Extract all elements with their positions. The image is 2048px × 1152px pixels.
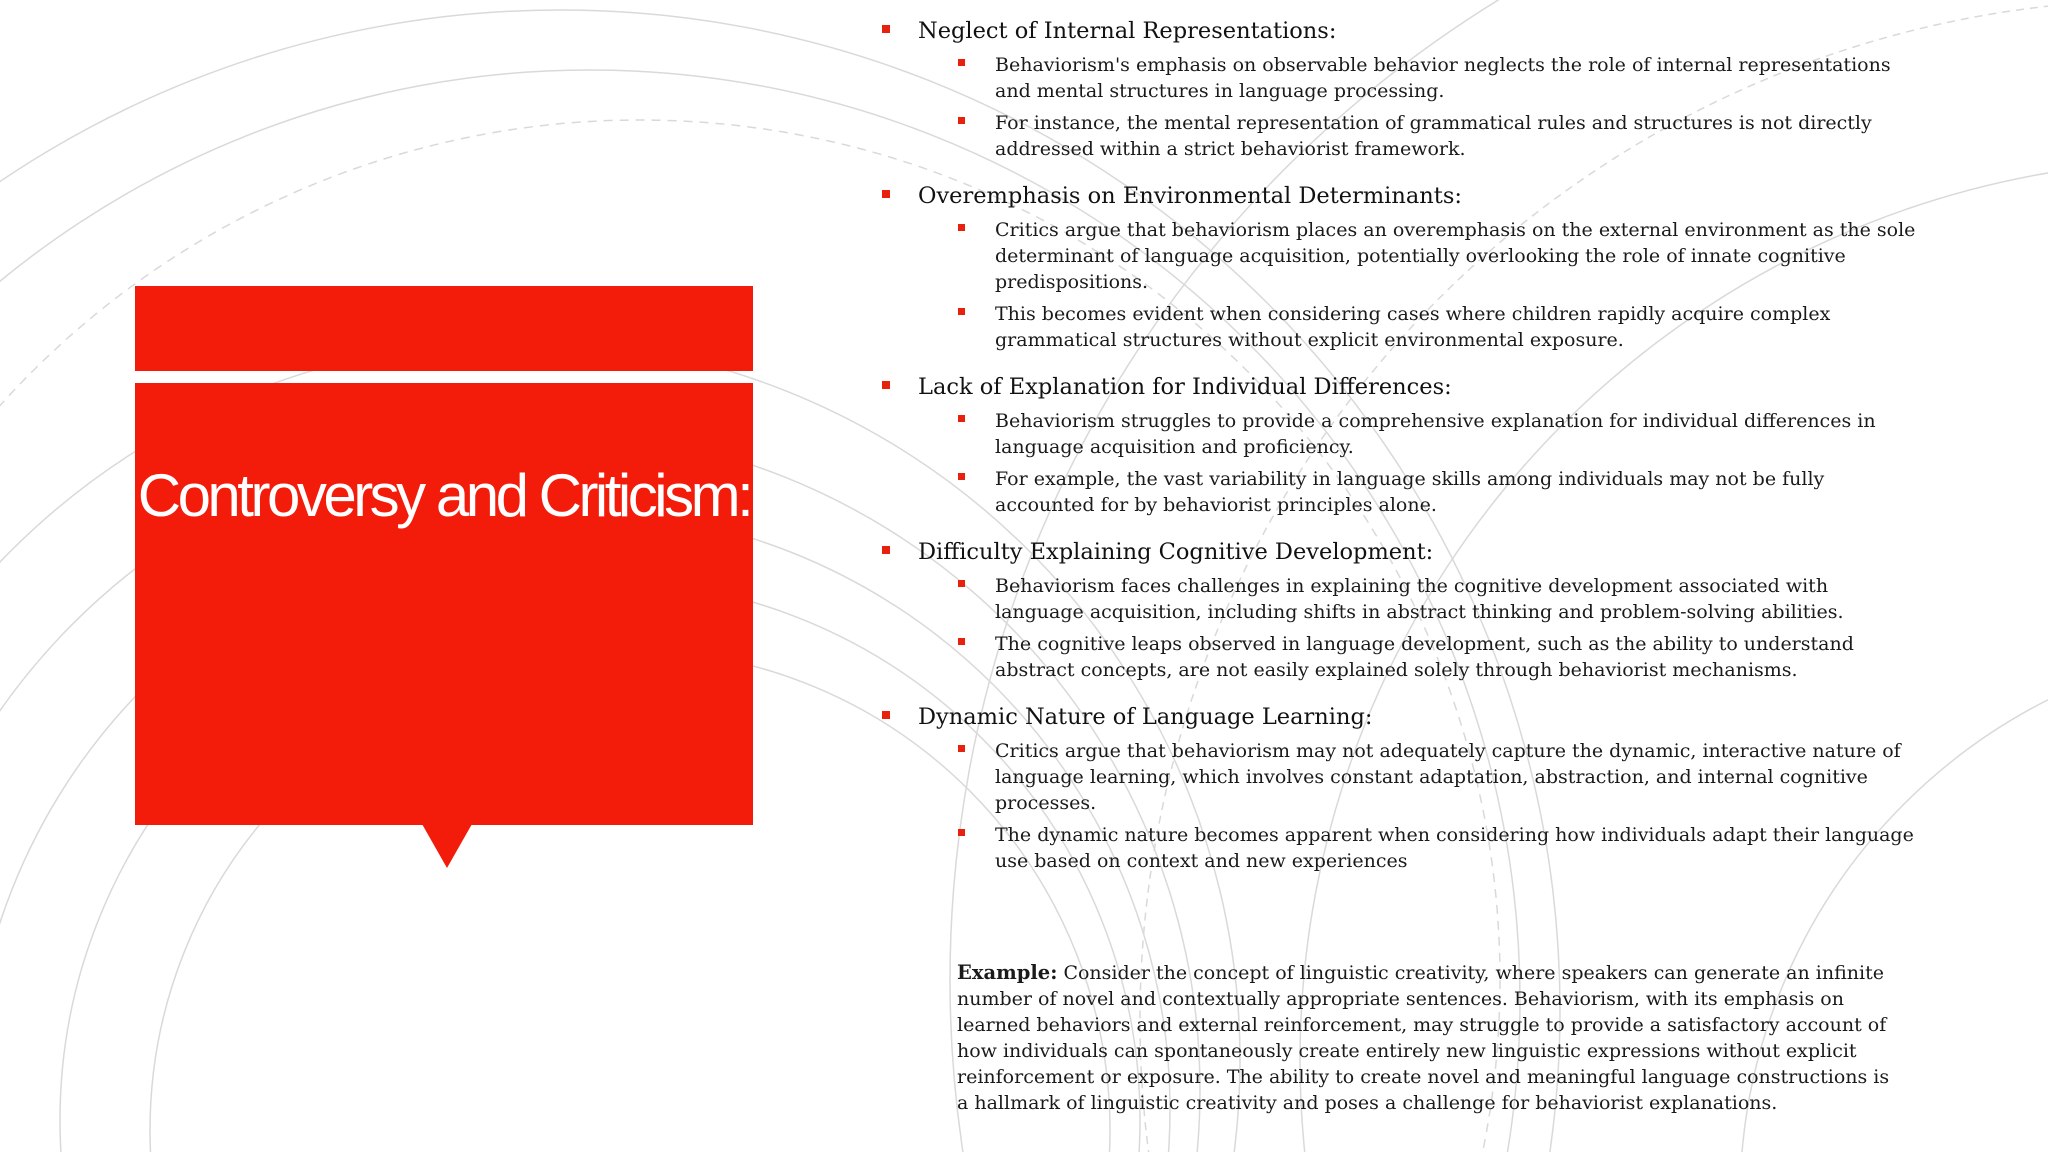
sub-point xyxy=(995,466,1918,518)
example-paragraph xyxy=(957,960,1902,1116)
square-bullet-icon xyxy=(958,580,965,587)
sub-point xyxy=(995,217,1918,295)
sub-point xyxy=(995,110,1918,162)
square-bullet-icon xyxy=(882,381,890,389)
section xyxy=(878,702,1918,874)
section-heading xyxy=(878,181,1918,211)
sub-point-text: The dynamic nature becomes apparent when considering how individuals adapt their language use based on context and new experiences xyxy=(995,824,1914,872)
sub-point-text: Critics argue that behaviorism may not adequately capture the dynamic, interactive nature of language learning, which involves constant adaptation, abstraction, and internal cognitive processes. xyxy=(995,740,1901,814)
sub-point-text: For instance, the mental representation of grammatical rules and structures is not directly addressed within a strict behaviorist framework. xyxy=(995,112,1872,160)
sub-point-text: For example, the vast variability in language skills among individuals may not be fully accounted for by behaviorist principles alone. xyxy=(995,468,1825,516)
sub-point-text: This becomes evident when considering cases where children rapidly acquire complex grammatical structures without explicit environmental exposure. xyxy=(995,303,1831,351)
square-bullet-icon xyxy=(958,59,965,66)
sub-point-text: Critics argue that behaviorism places an overemphasis on the external environment as the sole determinant of language acquisition, potentially overlooking the role of innate cognitive predispositions. xyxy=(995,219,1916,293)
title-box xyxy=(135,383,753,825)
square-bullet-icon xyxy=(958,224,965,231)
section-heading xyxy=(878,372,1918,402)
sub-point xyxy=(995,738,1918,816)
section xyxy=(878,16,1918,162)
square-bullet-icon xyxy=(958,745,965,752)
sub-point xyxy=(995,52,1918,104)
section-heading-text: Overemphasis on Environmental Determinants: xyxy=(918,183,1462,209)
square-bullet-icon xyxy=(958,415,965,422)
sub-point-text: Behaviorism's emphasis on observable behavior neglects the role of internal representations and mental structures in language processing. xyxy=(995,54,1891,102)
square-bullet-icon xyxy=(958,829,965,836)
sub-point xyxy=(995,408,1918,460)
section-heading xyxy=(878,702,1918,732)
square-bullet-icon xyxy=(958,473,965,480)
section-heading-text: Dynamic Nature of Language Learning: xyxy=(918,704,1373,730)
section-heading xyxy=(878,16,1918,46)
square-bullet-icon xyxy=(882,25,890,33)
sub-point xyxy=(995,822,1918,874)
section xyxy=(878,181,1918,353)
section-heading xyxy=(878,537,1918,567)
sub-point-text: The cognitive leaps observed in language development, such as the ability to understand abstract concepts, are not easily explained solely through behaviorist mechanisms. xyxy=(995,633,1854,681)
square-bullet-icon xyxy=(958,638,965,645)
square-bullet-icon xyxy=(882,546,890,554)
sub-point xyxy=(995,573,1918,625)
square-bullet-icon xyxy=(958,308,965,315)
square-bullet-icon xyxy=(882,711,890,719)
title-accent-bar xyxy=(135,286,753,371)
section xyxy=(878,372,1918,518)
sub-point xyxy=(995,301,1918,353)
sub-point-text: Behaviorism faces challenges in explaining the cognitive development associated with language acquisition, including shifts in abstract thinking and problem-solving abilities. xyxy=(995,575,1844,623)
section xyxy=(878,537,1918,683)
square-bullet-icon xyxy=(882,190,890,198)
section-heading-text: Difficulty Explaining Cognitive Development: xyxy=(918,539,1434,565)
example-text: Consider the concept of linguistic creativity, where speakers can generate an infinite number of novel and contextually appropriate sentences. Behaviorism, with its emphasis on learned behaviors and external reinforcement, may struggle to provide a satisfactory account of how individuals can spontaneously create entirely new linguistic expressions without explicit reinforcement or exposure. The ability to create novel and meaningful language constructions is a hallmark of linguistic creativity and poses a challenge for behaviorist explanations. xyxy=(957,962,1890,1114)
title-box-pointer xyxy=(422,824,472,868)
content-list xyxy=(878,16,1918,893)
section-heading-text: Neglect of Internal Representations: xyxy=(918,18,1337,44)
slide-title: Controversy and Criticism: xyxy=(137,462,751,529)
section-heading-text: Lack of Explanation for Individual Differences: xyxy=(918,374,1452,400)
example-label: Example: xyxy=(957,961,1058,984)
sub-point xyxy=(995,631,1918,683)
sub-point-text: Behaviorism struggles to provide a comprehensive explanation for individual differences in language acquisition and proficiency. xyxy=(995,410,1876,458)
square-bullet-icon xyxy=(958,117,965,124)
